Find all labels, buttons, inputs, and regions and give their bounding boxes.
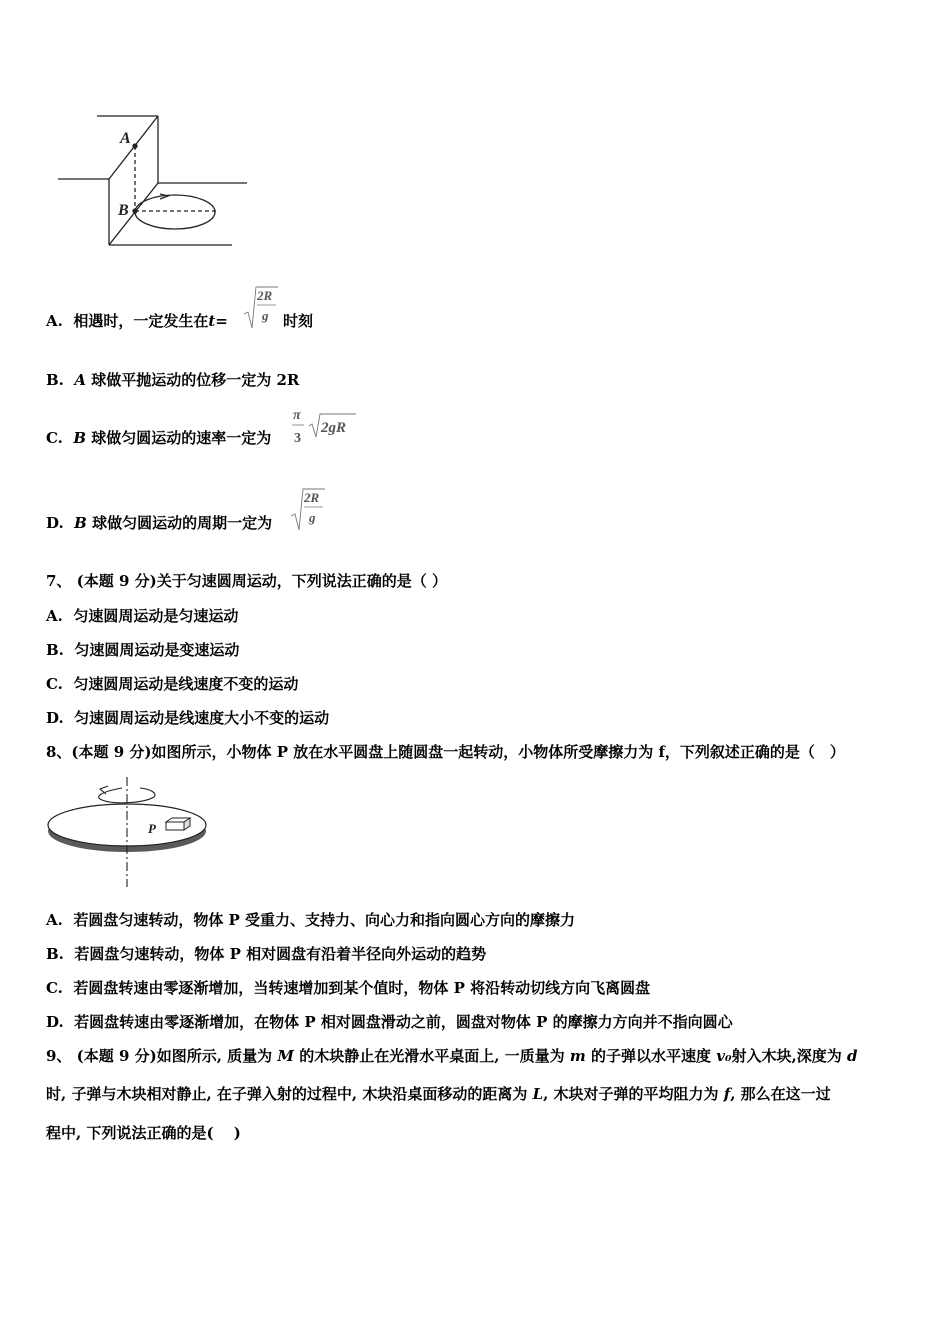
q8-stem: 8、(本题 9 分)如图所示，小物体 P 放在水平圆盘上随圆盘一起转动，小物体所受摩擦力为 f，下列叙述正确的是（ ） — [46, 743, 845, 761]
q8-option-b: B. 若圆盘匀速转动，物体 P 相对圆盘有沿着半径向外运动的趋势 — [46, 945, 487, 963]
q8-option-d: D. 若圆盘转速由零逐渐增加，在物体 P 相对圆盘滑动之前，圆盘对物体 P 的摩擦力方向并不指向圆心 — [46, 1013, 733, 1031]
label-p: P — [148, 821, 156, 836]
q7-option-c: C. 匀速圆周运动是线速度不变的运动 — [46, 675, 299, 693]
point-a — [132, 143, 137, 148]
svg-text:g: g — [309, 510, 316, 525]
svg-text:2R: 2R — [304, 490, 320, 505]
q8-option-a: A. 若圆盘匀速转动，物体 P 受重力、支持力、向心力和指向圆心方向的摩擦力 — [46, 911, 576, 929]
q6-option-a: A. 相遇时，一定发生在t= — [46, 312, 228, 330]
q6-figure — [50, 108, 255, 253]
q6-c-formula — [290, 402, 362, 450]
q8-figure — [44, 775, 214, 890]
q7-option-d: D. 匀速圆周运动是线速度大小不变的运动 — [46, 709, 330, 727]
q6-option-c: C. B 球做匀圆运动的速率一定为 — [46, 429, 272, 447]
svg-text:3: 3 — [294, 431, 301, 446]
point-b — [132, 208, 137, 213]
q6-a-sqrt — [243, 284, 279, 332]
label-a: A — [120, 130, 131, 147]
q6-option-b: B. A 球做平抛运动的位移一定为 2R — [46, 371, 300, 389]
svg-text:2R: 2R — [257, 288, 273, 303]
q9-line-3: 程中, 下列说法正确的是( ) — [46, 1124, 241, 1142]
q6-a-suffix: 时刻 — [283, 312, 314, 330]
svg-text:π: π — [293, 408, 301, 423]
label-b: B — [118, 202, 129, 219]
q8-option-c: C. 若圆盘转速由零逐渐增加，当转速增加到某个值时，物体 P 将沿转动切线方向飞离圆盘 — [46, 979, 651, 997]
q7-option-a: A. 匀速圆周运动是匀速运动 — [46, 607, 239, 625]
q7-option-b: B. 匀速圆周运动是变速运动 — [46, 641, 240, 659]
svg-text:g: g — [262, 308, 269, 323]
q9-line-1: 9、 (本题 9 分)如图所示, 质量为 M 的木块静止在光滑水平桌面上, 一质量为 m 的子弹以水平速度 v₀射入木块,深度为 d — [46, 1047, 858, 1065]
q6-d-sqrt — [290, 486, 328, 534]
q6-option-d: D. B 球做匀圆运动的周期一定为 — [46, 514, 273, 532]
svg-text:2gR: 2gR — [321, 420, 347, 436]
q7-stem: 7、 (本题 9 分)关于匀速圆周运动，下列说法正确的是（ ） — [46, 572, 447, 590]
q9-line-2: 时, 子弹与木块相对静止, 在子弹入射的过程中, 木块沿桌面移动的距离为 L, 木块对子弹的平均阻力为 f, 那么在这一过 — [46, 1085, 831, 1103]
